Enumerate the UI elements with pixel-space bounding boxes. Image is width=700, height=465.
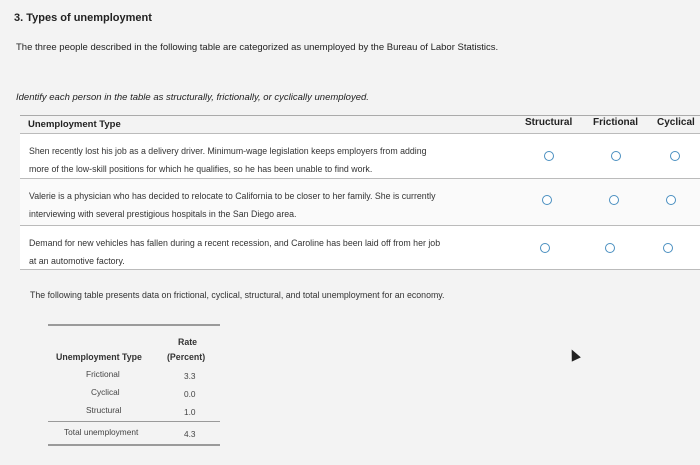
rate-table-top-rule: [48, 324, 220, 326]
caroline-cyclical-radio[interactable]: [663, 243, 673, 253]
table-row-valerie: [20, 179, 700, 226]
rate-table-intro: The following table presents data on frictional, cyclical, structural, and total unemployment for an economy.: [30, 290, 445, 300]
table-row-caroline: [20, 226, 700, 270]
row-description: Valerie is a physician who has decided to relocate to California to be closer to her family. She is currently interviewing with several prestigious hospitals in the San Diego area.: [29, 191, 436, 219]
question-intro: The three people described in the following table are categorized as unemployed by the Bureau of Labor Statistics.: [16, 42, 499, 53]
column-frictional: Frictional: [593, 117, 639, 128]
valerie-cyclical-radio[interactable]: [666, 195, 676, 205]
rate-header-line2: (Percent): [167, 352, 206, 362]
shen-structural-radio[interactable]: [544, 151, 554, 161]
rate-table-bottom-rule: [48, 444, 220, 446]
rate-row-frictional-value: 3.3: [184, 371, 196, 381]
classification-table-header: [20, 115, 700, 134]
rate-header-line1: Rate: [178, 337, 198, 347]
rate-row-structural-label: Structural: [86, 405, 122, 415]
unemployment-type-column-header: Unemployment Type: [56, 352, 142, 362]
unemployment-type-header: Unemployment Type: [28, 119, 121, 130]
classification-table: [20, 115, 700, 270]
column-structural: Structural: [525, 117, 573, 128]
valerie-structural-radio[interactable]: [542, 195, 552, 205]
question-title: 3. Types of unemployment: [14, 12, 152, 24]
rate-row-frictional-label: Frictional: [86, 369, 120, 379]
rate-row-total-value: 4.3: [184, 429, 196, 439]
column-cyclical: Cyclical: [657, 117, 695, 128]
caroline-structural-radio[interactable]: [540, 243, 550, 253]
table-row-shen: [20, 134, 700, 179]
rate-table-total-rule: [48, 421, 220, 422]
rate-row-total-label: Total unemployment: [64, 427, 139, 437]
row-description: Demand for new vehicles has fallen during a recent recession, and Caroline has been laid off from her job at an automotive factory.: [29, 238, 441, 266]
row-description: Shen recently lost his job as a delivery driver. Minimum-wage legislation keeps employers from adding more of the low-skill positions for which he qualifies, so he has been unable to find work.: [29, 146, 427, 174]
caroline-frictional-radio[interactable]: [605, 243, 615, 253]
rate-row-structural-value: 1.0: [184, 407, 196, 417]
rate-row-cyclical-value: 0.0: [184, 389, 196, 399]
shen-cyclical-radio[interactable]: [670, 151, 680, 161]
rate-row-cyclical-label: Cyclical: [91, 387, 120, 397]
mouse-cursor-icon: [567, 347, 581, 361]
shen-frictional-radio[interactable]: [611, 151, 621, 161]
question-instruction: Identify each person in the table as structurally, frictionally, or cyclically unemployed.: [16, 92, 369, 103]
valerie-frictional-radio[interactable]: [609, 195, 619, 205]
